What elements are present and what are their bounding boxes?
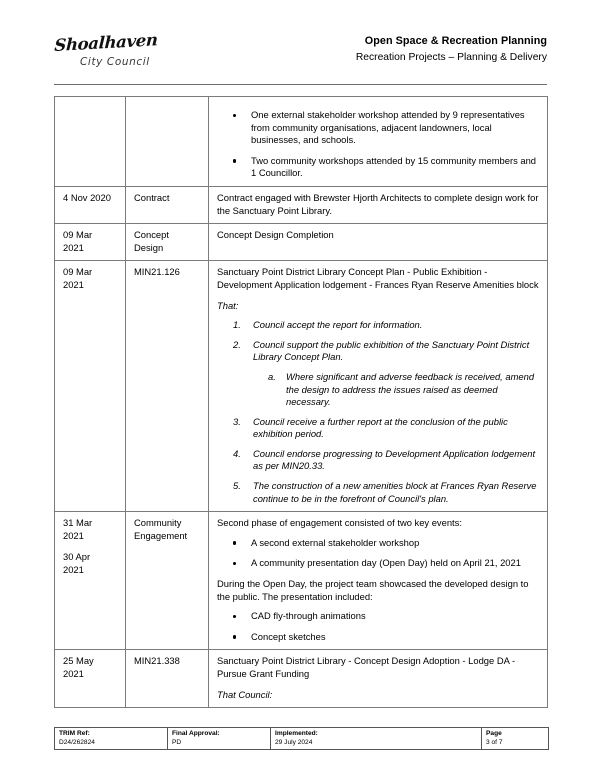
list-item xyxy=(217,109,539,147)
table-row xyxy=(55,650,548,708)
table-row xyxy=(55,97,548,187)
list-item-text: A second external stakeholder workshop xyxy=(251,536,420,548)
document-footer-table xyxy=(54,727,549,750)
that-label: That Council: xyxy=(217,688,273,700)
list-item-text: Concept sketches xyxy=(251,630,326,642)
row-type-cell xyxy=(126,224,209,261)
table-row xyxy=(55,512,548,650)
footer-value: D24/262824 xyxy=(59,739,95,746)
footer-value: PD xyxy=(172,739,182,746)
list-item xyxy=(217,480,539,505)
list-item-letter: a. xyxy=(268,370,276,382)
list-item xyxy=(217,339,539,409)
footer-value: 29 July 2024 xyxy=(275,739,313,746)
date-line: 2021 xyxy=(63,278,84,290)
type-line: Community xyxy=(134,517,182,529)
row-body-cell xyxy=(209,650,548,708)
row-body-cell xyxy=(209,186,548,223)
date-line: 4 Nov 2020 xyxy=(63,191,111,203)
footer-cell-trim-ref xyxy=(55,728,168,750)
row-body-cell xyxy=(209,224,548,261)
list-item-text: CAD fly-through animations xyxy=(251,610,366,622)
logo-script-text: Shoalhaven xyxy=(53,30,159,55)
body-paragraph: Second phase of engagement consisted of two key events: xyxy=(217,517,462,529)
row-date-cell xyxy=(55,650,126,708)
date-line: 09 Mar xyxy=(63,229,93,241)
footer-label: TRIM Ref: xyxy=(59,730,90,737)
type-line: Design xyxy=(134,241,164,253)
list-item xyxy=(217,448,539,473)
list-item xyxy=(253,371,539,409)
table-row xyxy=(55,224,548,261)
list-item xyxy=(217,537,539,550)
list-item xyxy=(217,631,539,644)
date-line: 2021 xyxy=(63,564,84,576)
page-header xyxy=(53,30,547,86)
footer-value: 3 of 7 xyxy=(486,739,503,746)
footer-label: Final Approval: xyxy=(172,730,220,737)
body-paragraph: Contract engaged with Brewster Hjorth Architects to complete design work for the Sanctuary Point Library. xyxy=(217,191,539,216)
row-type-cell xyxy=(126,512,209,650)
table-row xyxy=(55,186,548,223)
list-item-number: 2. xyxy=(233,338,241,350)
list-item-text: Council receive a further report at the conclusion of the public exhibition period. xyxy=(253,415,508,440)
row-type-cell xyxy=(126,97,209,187)
row-body-cell xyxy=(209,512,548,650)
bullet-dot-icon xyxy=(233,159,236,162)
bullet-dot-icon xyxy=(233,562,236,565)
header-divider-rule xyxy=(54,84,547,85)
project-history-table xyxy=(54,96,548,708)
date-line: 31 Mar xyxy=(63,517,93,529)
bullet-dot-icon xyxy=(233,615,236,618)
footer-row xyxy=(55,728,549,750)
row-type-cell: MIN21.126 xyxy=(126,261,209,512)
row-type-cell: MIN21.338 xyxy=(126,650,209,708)
list-item xyxy=(217,610,539,623)
body-paragraph: Sanctuary Point District Library Concept Plan - Public Exhibition - Development Application lodgement - Frances Ryan Reserve Amenities block xyxy=(217,266,539,290)
list-item-text: Two community workshops attended by 15 community members and 1 Councillor. xyxy=(251,154,537,179)
list-item xyxy=(217,416,539,441)
date-line: 30 Apr xyxy=(63,551,91,563)
list-item xyxy=(217,557,539,570)
date-line: 09 Mar xyxy=(63,266,93,278)
footer-cell-page xyxy=(482,728,549,750)
shoalhaven-city-council-logo xyxy=(53,30,184,78)
header-titles xyxy=(207,34,547,65)
body-paragraph: Sanctuary Point District Library - Concept Design Adoption - Lodge DA - Pursue Grant Funding xyxy=(217,655,516,679)
body-paragraph: Concept Design Completion xyxy=(217,229,334,241)
row-date-cell xyxy=(55,97,126,187)
that-label: That: xyxy=(217,299,239,311)
list-item-text: Council accept the report for information. xyxy=(253,319,423,331)
type-line: Engagement xyxy=(134,529,188,541)
footer-label: Page xyxy=(486,730,502,737)
list-item-text: Where significant and adverse feedback is received, amend the design to address the issues raised as deemed necessary. xyxy=(286,370,535,408)
bullet-dot-icon xyxy=(233,541,236,544)
date-line: 2021 xyxy=(63,529,84,541)
bullet-list xyxy=(217,109,539,180)
date-line: 2021 xyxy=(63,241,84,253)
list-item-text: One external stakeholder workshop attended by 9 representatives from community organisations, adjacent landowners, local businesses, and schools. xyxy=(251,109,525,146)
table-row xyxy=(55,261,548,512)
date-line: 25 May xyxy=(63,655,94,667)
bullet-dot-icon xyxy=(233,635,236,638)
row-date-cell xyxy=(55,224,126,261)
resolution-sub-list xyxy=(253,371,539,409)
header-title-primary: Open Space & Recreation Planning xyxy=(364,35,547,47)
row-type-cell: Contract xyxy=(126,186,209,223)
body-paragraph: During the Open Day, the project team showcased the developed design to the public. The presentation included: xyxy=(217,578,529,602)
bullet-dot-icon xyxy=(233,114,236,117)
footer-cell-final-approval xyxy=(168,728,271,750)
logo-subtitle-text: City Council xyxy=(80,55,150,68)
footer-label: Implemented: xyxy=(275,730,318,737)
row-body-cell xyxy=(209,261,548,512)
list-item-text: Council support the public exhibition of the Sanctuary Point District Library Concept Plan. xyxy=(253,338,530,363)
list-item-text: A community presentation day (Open Day) held on April 21, 2021 xyxy=(251,557,521,569)
list-item-number: 5. xyxy=(233,480,241,492)
bullet-list xyxy=(217,537,539,570)
row-date-cell xyxy=(55,186,126,223)
bullet-list xyxy=(217,610,539,643)
footer-cell-implemented xyxy=(271,728,482,750)
list-item-number: 3. xyxy=(233,415,241,427)
list-item xyxy=(217,155,539,180)
type-line: Concept xyxy=(134,229,169,241)
resolution-numbered-list xyxy=(217,319,539,505)
row-date-cell xyxy=(55,261,126,512)
list-item-text: The construction of a new amenities block at Frances Ryan Reserve continue to be in the forefront of Council's plan. xyxy=(253,480,537,504)
header-title-secondary: Recreation Projects – Planning & Delivery xyxy=(355,52,547,63)
list-item-number: 1. xyxy=(233,319,241,331)
list-item-text: Council endorse progressing to Development Application lodgement as per MIN20.33. xyxy=(253,447,536,472)
list-item-number: 4. xyxy=(233,447,241,459)
date-line: 2021 xyxy=(63,668,84,679)
list-item xyxy=(217,319,539,332)
row-body-cell xyxy=(209,97,548,187)
row-date-cell xyxy=(55,512,126,650)
